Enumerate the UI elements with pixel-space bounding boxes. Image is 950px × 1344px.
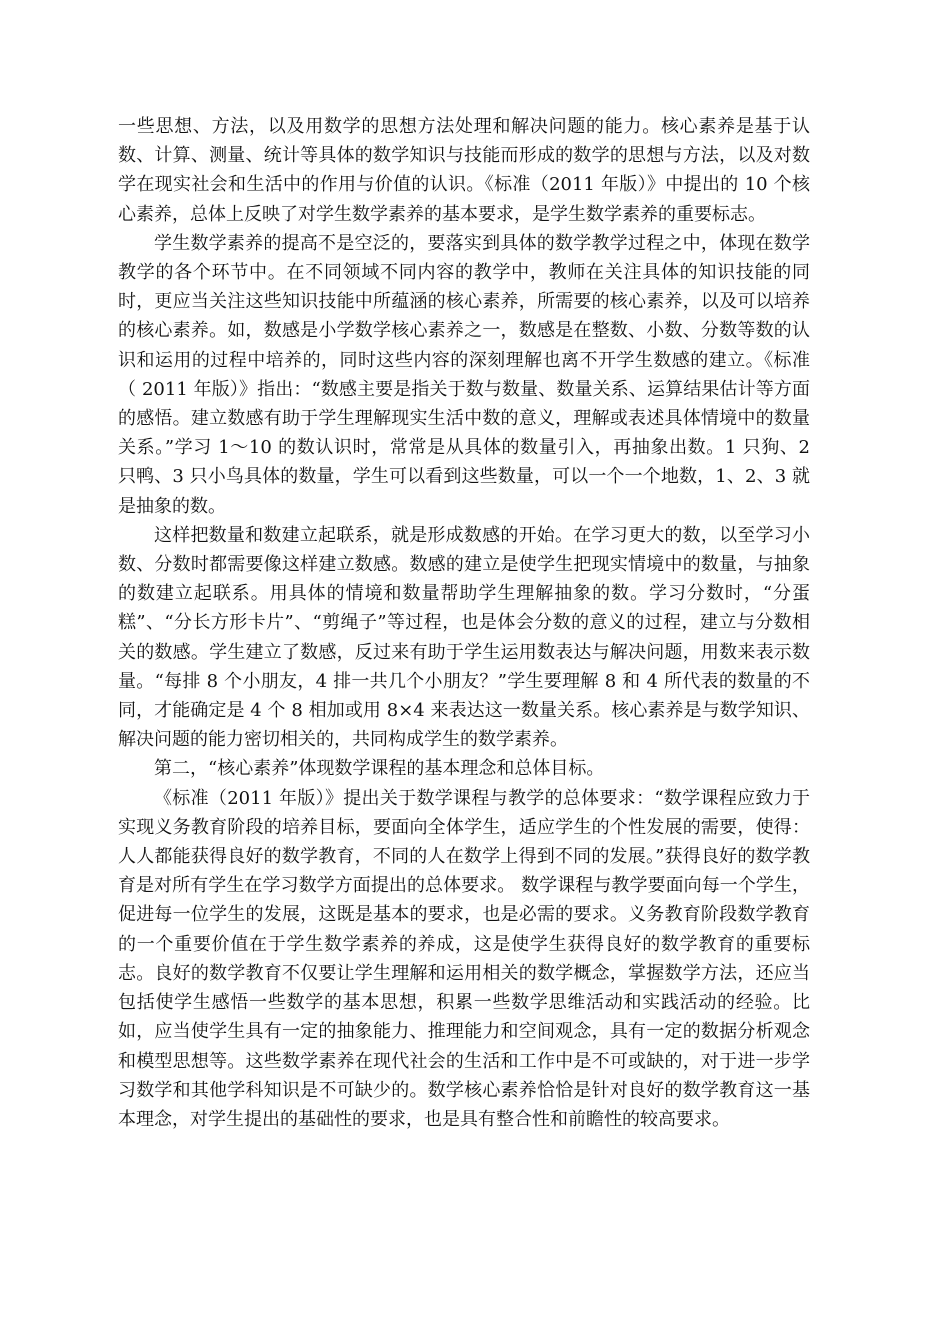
paragraph-number-sense: 学生数学素养的提高不是空泛的，要落实到具体的数学教学过程之中，体现在数学教学的各个环节中。在不同领域不同内容的教学中，教师在关注具体的知识技能的同时，更应当关注这些知识技能中所蕴涵的核心素养，所需要的核心素养，以及可以培养的核心素养。如，数感是小学数学核心素养之一，数感是在整数、小数、分数等数的认识和运用的过程中培养的，同时这些内容的深刻理解也离不开学生数感的建立。《标准（ 2011 年版）》指出：“数感主要是指关于数与数量、数量关系、运算结果估计等方面的感悟。建立数感有助于学生理解现实生活中数的意义，理解或表述具体情境中的数量关系。”学习 1～10 的数认识时，常常是从具体的数量引入，再抽象出数。1 只狗、2 只鸭、3 只小鸟具体的数量，学生可以看到这些数量，可以一个一个地数，1、2、3 就是抽象的数。	[118, 232, 810, 517]
paragraph-curriculum-goals: 《标准（2011 年版）》提出关于数学课程与教学的总体要求：“数学课程应致力于实现义务教育阶段的培养目标，要面向全体学生，适应学生的个性发展的需要，使得：人人都能获得良好的数学教育，不同的人在数学上得到不同的发展。”获得良好的数学教育是对所有学生在学习数学方面提出的总体要求。 数学课程与教学要面向每一个学生，促进每一位学生的发展，这既是基本的要求，也是必需的要求。义务教育阶段数学教育的一个重要价值在于学生数学素养的养成，这是使学生获得良好的数学教育的重要标志。良好的数学教育不仅要让学生理解和运用相关的数学概念，掌握数学方法，还应当包括使学生感悟一些数学的基本思想，积累一些数学思维活动和实践活动的经验。比如，应当使学生具有一定的抽象能力、推理能力和空间观念，具有一定的数据分析观念和模型思想等。这些数学素养在现代社会的生活和工作中是不可或缺的，对于进一步学习数学和其他学科知识是不可缺少的。数学核心素养恰恰是针对良好的数学教育这一基本理念，对学生提出的基础性的要求，也是具有整合性和前瞻性的较高要求。	[118, 787, 810, 1130]
section-heading-second: 第二，“核心素养”体现数学课程的基本理念和总体目标。	[154, 758, 605, 780]
paragraph-core-literacy-definition: 一些思想、方法，以及用数学的思想方法处理和解决问题的能力。核心素养是基于认数、计算、测量、统计等具体的数学知识与技能而形成的数学的思想与方法，以及对数学在现实社会和生活中的作用与价值的认识。《标准（2011 年版）》中提出的 10 个核心素养，总体上反映了对学生数学素养的基本要求，是学生数学素养的重要标志。	[118, 116, 810, 225]
document-body	[118, 112, 810, 1134]
paragraph-number-sense-formation: 这样把数量和数建立起联系，就是形成数感的开始。在学习更大的数，以至学习小数、分数时都需要像这样建立数感。数感的建立是使学生把现实情境中的数量，与抽象的数建立起联系。用具体的情境和数量帮助学生理解抽象的数。学习分数时，“分蛋糕”、“分长方形卡片”、“剪绳子”等过程，也是体会分数的意义的过程，建立与分数相关的数感。学生建立了数感，反过来有助于学生运用数表达与解决问题，用数来表示数量。“每排 8 个小朋友，4 排一共几个小朋友？”学生要理解 8 和 4 所代表的数量的不同，才能确定是 4 个 8 相加或用 8×4 来表达这一数量关系。核心素养是与数学知识、解决问题的能力密切相关的，共同构成学生的数学素养。	[118, 524, 810, 751]
